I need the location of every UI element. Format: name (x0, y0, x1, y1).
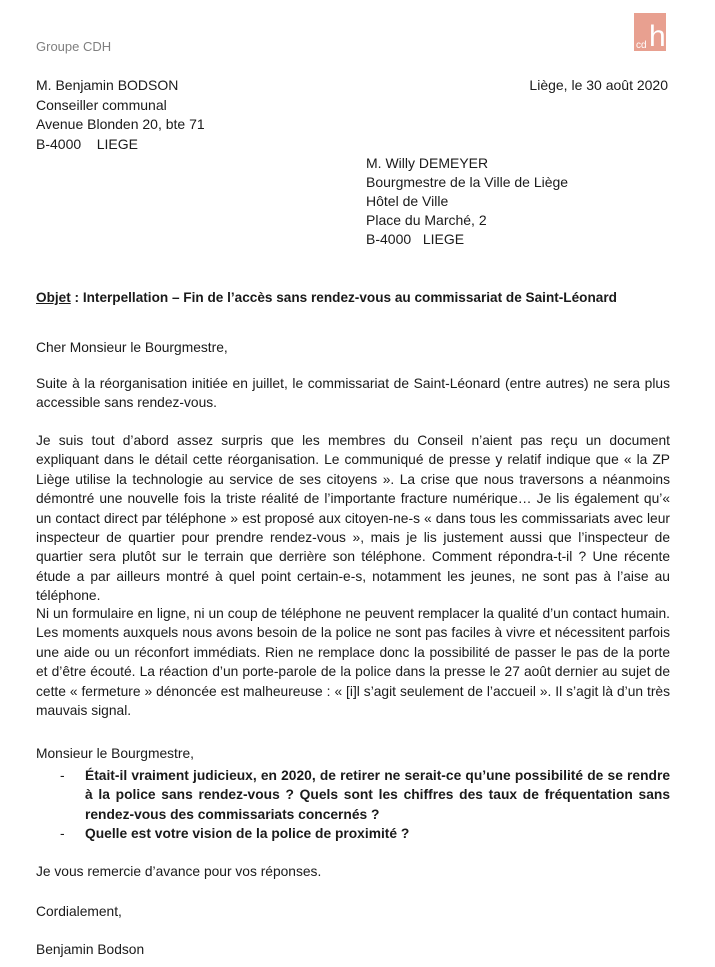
recipient-role: Bourgmestre de la Ville de Liège (366, 174, 569, 190)
closing-line: Cordialement, (36, 904, 122, 919)
recipient-address: Place du Marché, 2 (366, 212, 487, 228)
sender-block (36, 76, 205, 154)
thanks-line: Je vous remercie d’avance pour vos réponses. (36, 864, 322, 879)
paragraph-concerns: Je suis tout d’abord assez surpris que les membres du Conseil n’aient pas reçu un document expliquant dans le détail cette réorganisation. Le communiqué de presse y relatif indique que « la ZP Liège utilise la technologie au service de ses citoyens ». La crise que nous traversons a néanmoins démontré une nouvelle fois la triste réalité de l’importante fracture numérique… Je lis également qu’« un contact direct par téléphone » est proposé aux citoyen-ne-s « dans tous les commissariats avec leur inspecteur de quartier pour prendre rendez-vous », mais je lis justement aussi que l’inspecteur de quartier sera plutôt sur le terrain que derrière son téléphone. Comment répondra-t-il ? Une récente étude a par ailleurs montré à quel point certain-e-s, notamment les jeunes, ne sont pas à l’aise au téléphone. (36, 433, 670, 604)
object-line (36, 290, 617, 305)
recipient-building: Hôtel de Ville (366, 193, 449, 209)
salutation: Cher Monsieur le Bourgmestre, (36, 340, 228, 355)
sender-name: M. Benjamin BODSON (36, 77, 179, 93)
group-name: Groupe CDH (36, 39, 112, 54)
object-label: Objet (36, 290, 71, 305)
question-list (36, 766, 670, 844)
cdh-logo (634, 13, 666, 51)
recipient-city: B-4000 LIEGE (366, 231, 465, 247)
logo-text-small: cd (636, 40, 647, 51)
signature: Benjamin Bodson (36, 942, 145, 957)
letter-date: Liège, le 30 août 2020 (529, 77, 668, 93)
sender-address: Avenue Blonden 20, bte 71 (36, 116, 205, 132)
object-text: : Interpellation – Fin de l’accès sans rendez-vous au commissariat de Saint-Léonard (70, 290, 617, 305)
logo-text-big: h (649, 20, 666, 51)
address-line: Monsieur le Bourgmestre, (36, 746, 194, 761)
sender-city: B-4000 LIEGE (36, 135, 138, 152)
recipient-block (366, 154, 568, 249)
question-text: Était-il vraiment judicieux, en 2020, de retirer ne serait-ce qu’une possibilité de se rendre à la police sans rendez-vous ? Quels sont les chiffres des taux de fréquentation sans rendez-vous des commissariats concernés ? (85, 768, 670, 822)
question-item (36, 824, 670, 843)
paragraph-intro: Suite à la réorganisation initiée en juillet, le commissariat de Saint-Léonard (entre autres) ne sera plus accessible sans rendez-vous. (36, 376, 670, 411)
question-item (36, 766, 670, 824)
sender-role: Conseiller communal (36, 96, 167, 113)
paragraph-human-contact: Ni un formulaire en ligne, ni un coup de téléphone ne peuvent remplacer la qualité d’un contact humain. Les moments auxquels nous avons besoin de la police ne sont pas faciles à vivre et nécessitent parfois une aide ou un réconfort immédiats. Rien ne remplace donc la possibilité de passer le pas de la porte et d’être écouté. La réaction d’un porte-parole de la police dans la presse le 27 août dernier au sujet de cette « fermeture » dénoncée est malheureuse : « [i]l s’agit seulement de l’accueil ». Il s’agit là d’un très mauvais signal. (36, 606, 670, 719)
bullet-dash: - (60, 768, 65, 783)
recipient-name: M. Willy DEMEYER (366, 155, 489, 171)
bullet-dash: - (60, 826, 65, 842)
question-text: Quelle est votre vision de la police de proximité ? (85, 826, 410, 842)
